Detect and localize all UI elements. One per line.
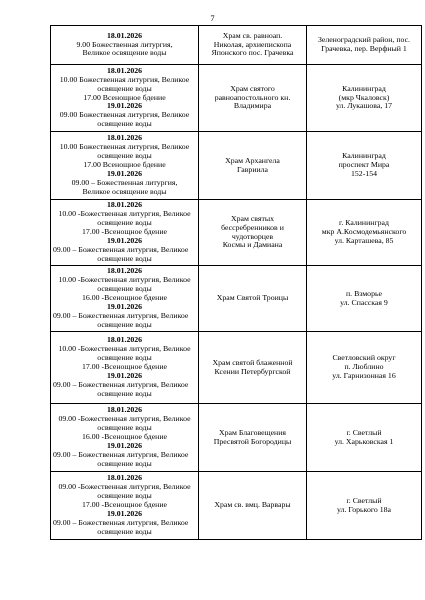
table-row	[51, 132, 422, 200]
address-line: г. Калининград	[339, 218, 389, 228]
table-row	[51, 266, 422, 332]
service-line: 10.00 -Божественная литургия, Великое	[58, 275, 191, 285]
service-date: 18.01.2026	[106, 405, 143, 415]
church-name: Храм Святой Троицы	[216, 293, 289, 303]
service-line: 10.00 -Божественная литургия, Великое	[58, 344, 191, 354]
address-line: г. Светлый	[346, 495, 382, 505]
service-line: освящение воды	[97, 253, 152, 263]
service-date: 18.01.2026	[106, 335, 143, 345]
church-name: Гавриила	[236, 164, 269, 174]
service-line: 09.00 – Божественная литургия, Великое	[53, 517, 189, 527]
service-line: освящение воды	[97, 388, 152, 398]
location-cell	[307, 132, 422, 200]
service-line: освящение воды	[97, 423, 152, 433]
location-cell	[307, 266, 422, 332]
service-date: 19.01.2026	[106, 370, 143, 380]
service-line: 09.00 – Божественная литургия, Великое	[53, 379, 189, 389]
church-name: Владимира	[233, 101, 272, 111]
service-line: освящение воды	[97, 119, 152, 129]
location-cell	[307, 65, 422, 132]
church-name: Ксении Петербургской	[214, 366, 291, 376]
church-cell	[199, 266, 307, 332]
schedule-cell	[51, 200, 199, 266]
service-line: 17.00 -Всенощное бдение	[82, 227, 167, 237]
service-line: освящение воды	[97, 353, 152, 363]
schedule-cell	[51, 332, 199, 404]
address-line: Грачевка, пер. Верфный 1	[321, 44, 407, 53]
church-name: Космы и Дамиана	[222, 240, 283, 250]
schedule-cell	[51, 472, 199, 540]
church-name: Японского пос. Грачевка	[211, 48, 294, 58]
church-name: Храм Архангела	[225, 155, 280, 165]
address-line: Зеленоградский район, пос.	[317, 35, 411, 45]
table-row	[51, 332, 422, 404]
service-line: 09.00 Божественная литургия, Великое	[59, 110, 190, 120]
service-line: 10.00 Божественная литургия, Великое	[59, 142, 190, 152]
church-name: чудотворцев	[231, 231, 274, 241]
church-name: Пресвятой Богородицы	[213, 436, 292, 446]
location-cell	[307, 26, 422, 65]
service-line: освящение воды	[97, 218, 152, 228]
church-cell	[199, 200, 307, 266]
service-line: 09.00 – Божественная литургия, Великое	[53, 449, 189, 459]
church-name: Храм св. равноап.	[222, 30, 283, 40]
service-line: 09.00 – Божественная литургия, Великое	[53, 310, 189, 320]
address-line: г. Светлый	[346, 427, 382, 437]
table-row	[51, 65, 422, 132]
church-name: Храм Благовещения	[219, 427, 286, 437]
church-name: Храм святых	[230, 213, 275, 223]
service-schedule-table	[50, 25, 422, 540]
table-row	[51, 472, 422, 540]
service-line: освящение воды	[97, 284, 152, 294]
page-number: 7	[210, 13, 215, 23]
address-line: ул. Спасская 9	[340, 297, 388, 307]
address-line: проспект Мира	[338, 160, 390, 170]
address-line: ул. Гарнизонная 16	[332, 370, 396, 380]
address-line: мкр А.Космодемьянского	[321, 227, 407, 237]
service-date: 19.01.2026	[106, 440, 143, 450]
church-name: равноапостольного кн.	[214, 92, 291, 102]
service-line: 16.00 -Всенощное бдение	[82, 432, 167, 442]
service-line: освящение воды	[97, 458, 152, 468]
table-row	[51, 404, 422, 472]
address-line: (мкр Чкаловск)	[338, 92, 390, 102]
service-date: 18.01.2026	[106, 473, 143, 483]
church-name: Николая, архиепископа	[213, 39, 292, 49]
schedule-cell	[51, 26, 199, 65]
service-date: 19.01.2026	[106, 508, 143, 518]
service-line: освящение воды	[97, 491, 152, 501]
address-line: ул. Горького 18а	[337, 504, 391, 514]
service-line: освящение воды	[97, 151, 152, 161]
service-line: 16.00 -Всенощное бдение	[82, 293, 167, 303]
service-date: 18.01.2026	[106, 65, 143, 75]
service-line: освящение воды	[97, 319, 152, 329]
service-line: 9.00 Божественная литургия,	[76, 39, 173, 49]
service-date: 18.01.2026	[106, 200, 143, 210]
location-cell	[307, 200, 422, 266]
church-cell	[199, 65, 307, 132]
address-line: ул. Лукашова, 17	[335, 101, 393, 111]
service-line: Великое освящение воды	[82, 186, 167, 196]
address-line: ул. Карташева, 85	[334, 235, 394, 245]
church-name: бессребренников и	[221, 222, 284, 232]
church-cell	[199, 26, 307, 65]
church-name: Храм святой блаженной	[212, 357, 293, 367]
church-name: Храм св. вмц. Варвары	[214, 500, 291, 510]
service-date: 19.01.2026	[106, 168, 143, 178]
service-date: 19.01.2026	[106, 235, 143, 245]
church-cell	[199, 472, 307, 540]
location-cell	[307, 404, 422, 472]
service-line: 09.00 – Божественная литургия, Великое	[53, 244, 189, 254]
location-cell	[307, 332, 422, 404]
service-line: 09.00 -Божественная литургия, Великое	[58, 482, 191, 492]
church-cell	[199, 132, 307, 200]
location-cell	[307, 472, 422, 540]
church-cell	[199, 404, 307, 472]
service-line: 10.00 -Божественная литургия, Великое	[58, 209, 191, 219]
service-date: 19.01.2026	[106, 101, 143, 111]
service-line: 17.00 Всенощное бдение	[83, 92, 166, 102]
schedule-cell	[51, 132, 199, 200]
service-line: 09.00 -Божественная литургия, Великое	[58, 414, 191, 424]
address-line: п. Люблино	[344, 362, 384, 372]
schedule-cell	[51, 404, 199, 472]
service-date: 18.01.2026	[106, 133, 143, 143]
church-name: Храм святого	[230, 83, 275, 93]
address-line: 152-154	[351, 168, 377, 178]
service-line: 10.00 Божественная литургия, Великое	[59, 74, 190, 84]
address-line: Калининград	[342, 151, 386, 161]
service-line: освящение воды	[97, 526, 152, 536]
service-line: 09.00 – Божественная литургия,	[71, 177, 178, 187]
service-line: 17.00 -Всенощное бдение	[82, 362, 167, 372]
service-date: 18.01.2026	[106, 266, 143, 276]
service-line: 17.00 Всенощное бдение	[83, 160, 166, 170]
service-date: 19.01.2026	[106, 301, 143, 311]
church-cell	[199, 332, 307, 404]
address-line: п. Взморье	[346, 288, 382, 298]
table-row	[51, 26, 422, 65]
service-line: освящение воды	[97, 83, 152, 93]
address-line: Калининград	[342, 83, 386, 93]
schedule-cell	[51, 65, 199, 132]
service-line: Великое освящение воды	[82, 48, 167, 58]
service-line: 17.00 -Всенощное бдение	[82, 500, 167, 510]
service-date: 18.01.2026	[106, 30, 143, 40]
address-line: ул. Харьковская 1	[334, 436, 394, 446]
schedule-cell	[51, 266, 199, 332]
address-line: Светловский округ	[332, 353, 396, 363]
table-row	[51, 200, 422, 266]
